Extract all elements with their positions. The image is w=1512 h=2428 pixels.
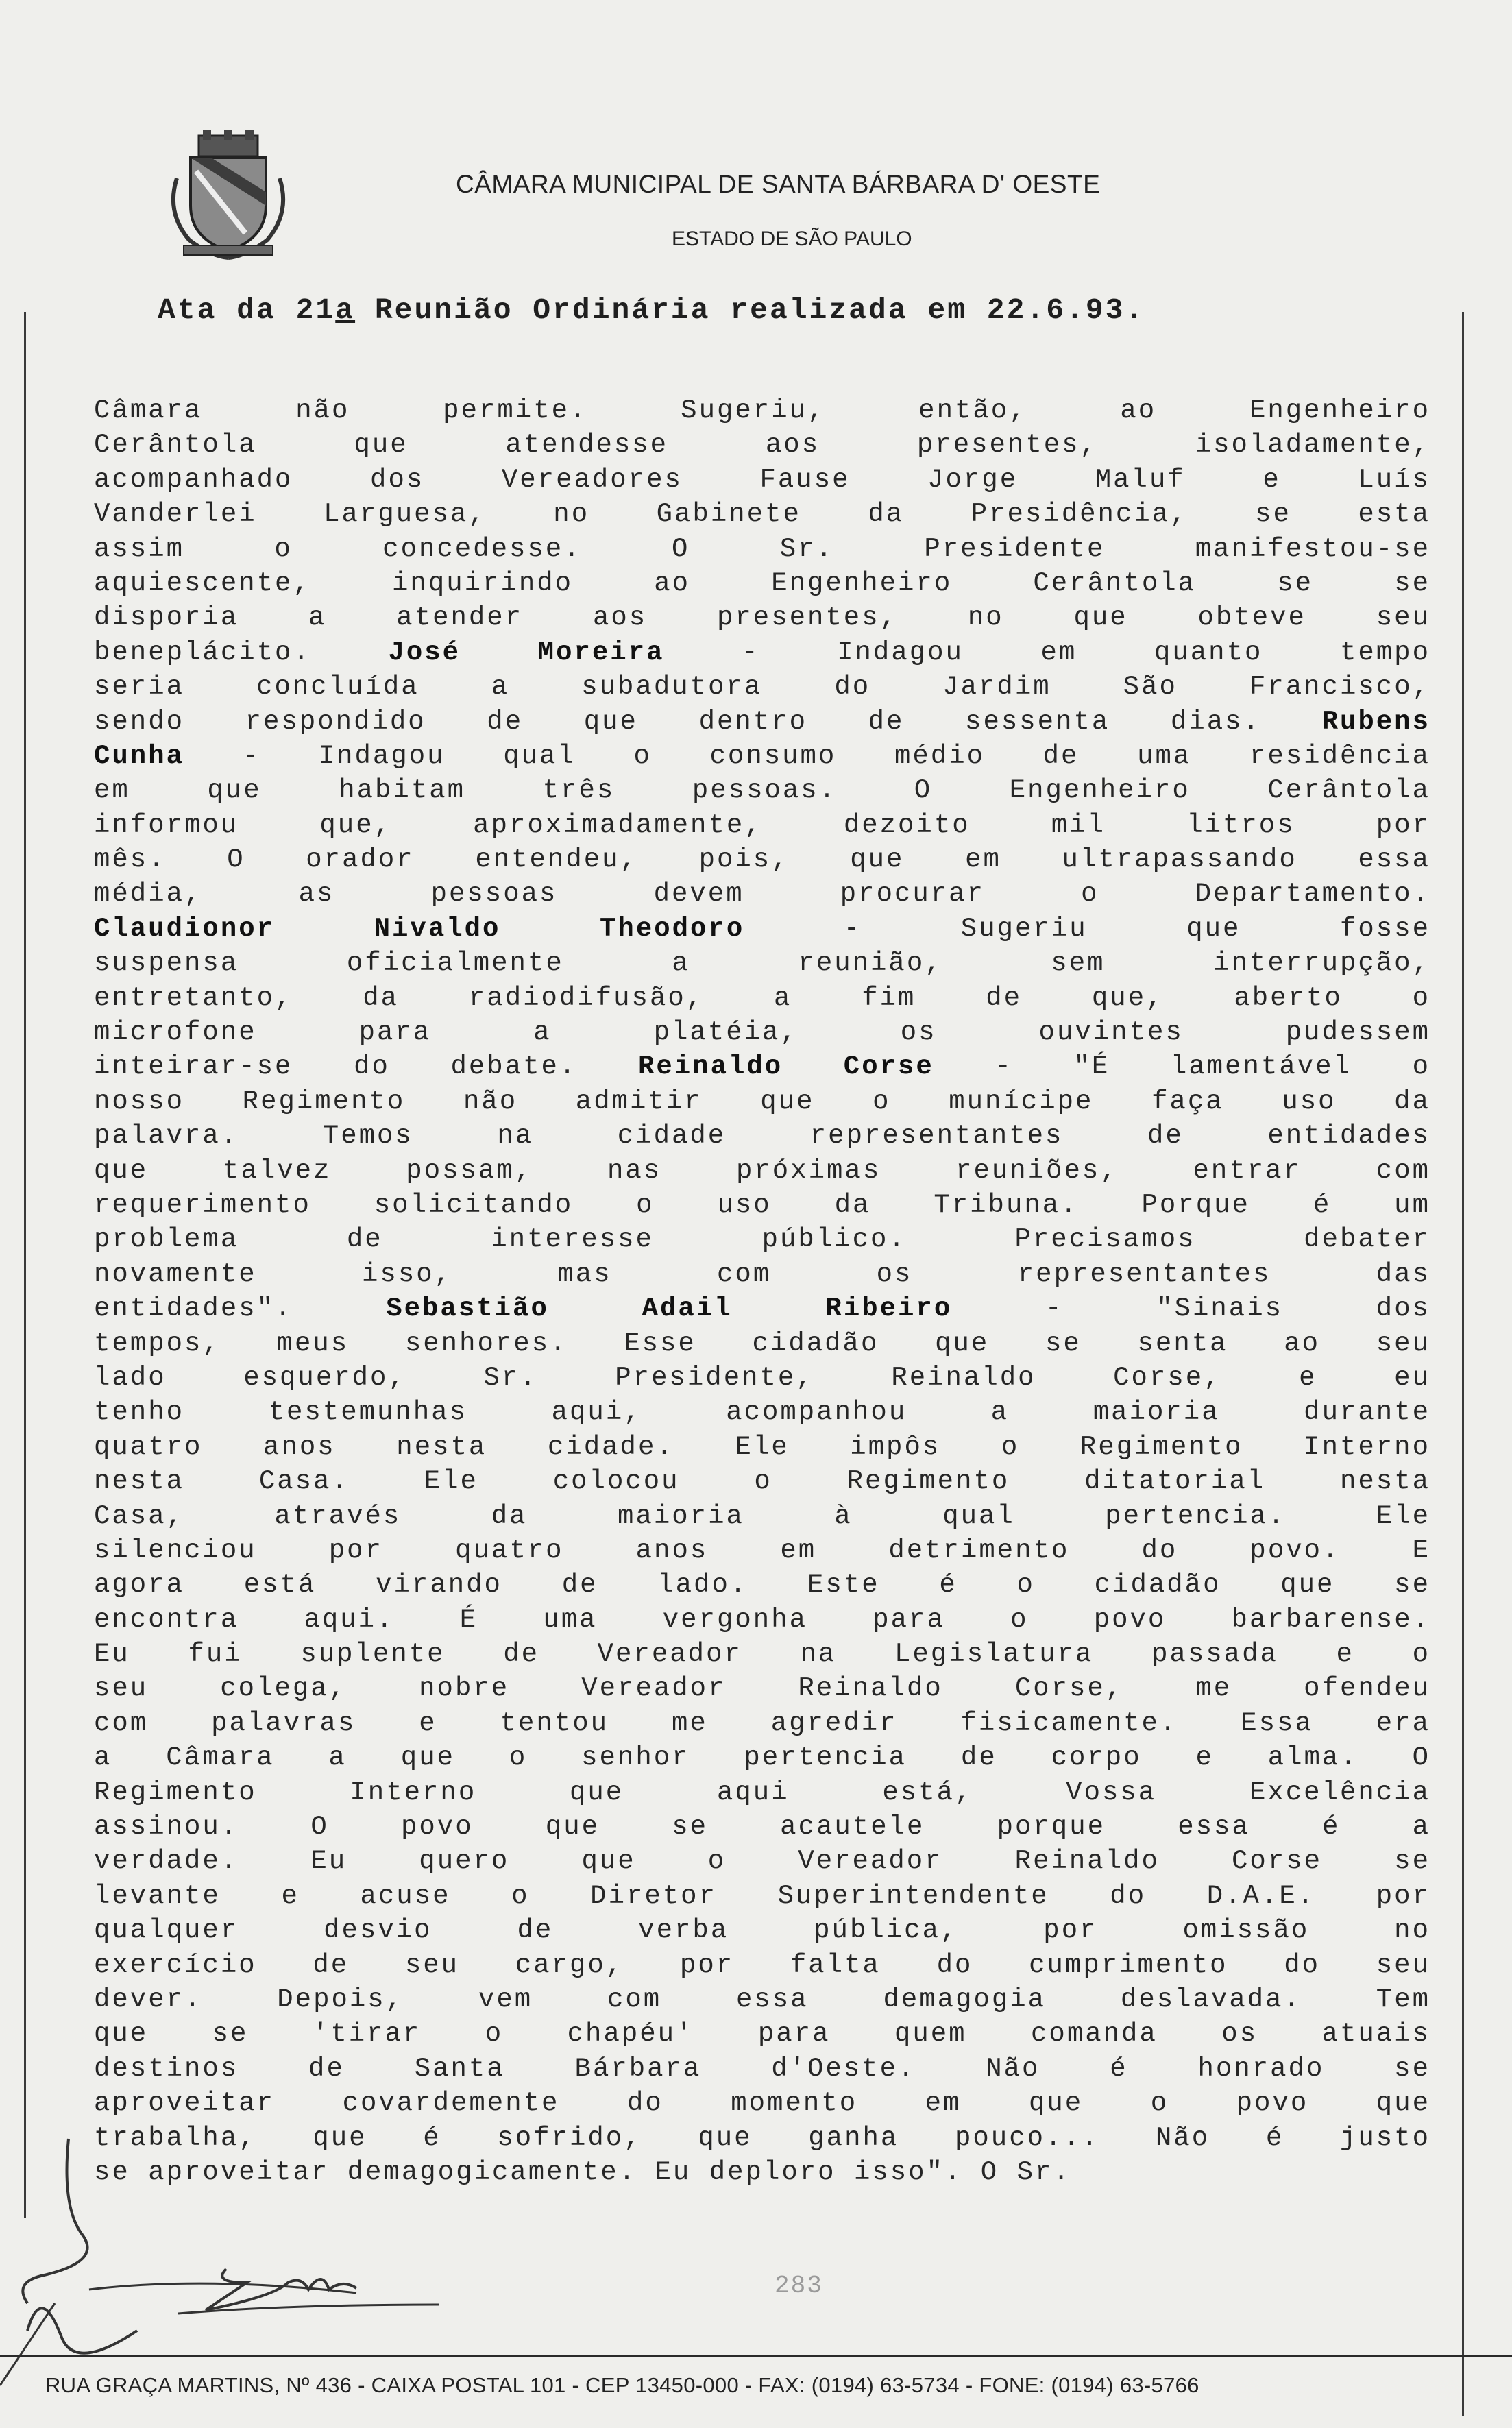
organization-state: ESTADO DE SÃO PAULO (672, 228, 912, 250)
text-segment: se aproveitar demagogicamente. Eu deploro isso". O Sr. (94, 2157, 1071, 2187)
text-line (94, 705, 1430, 739)
text-line (94, 946, 1430, 980)
footer-address: RUA GRAÇA MARTINS, Nº 436 - CAIXA POSTAL 101 - CEP 13450-000 - FAX: (0194) 63-5734 - FONE: (0194) 63-5766 (45, 2373, 1199, 2397)
text-line (94, 393, 1430, 428)
minutes-body (94, 393, 1430, 2189)
text-line (94, 2052, 1430, 2086)
text-line (94, 1603, 1430, 1637)
text-segment: beneplácito. (94, 637, 389, 668)
text-line (94, 2086, 1430, 2120)
text-segment: exercício de seu cargo, por falta do cumprimento do seu (94, 1950, 1430, 1980)
text-line (94, 1222, 1430, 1257)
text-segment: inteirar-se do debate. (94, 1052, 638, 1082)
text-segment: que se 'tirar o chapéu' para quem comanda os atuais (94, 2019, 1430, 2050)
text-segment: dever. Depois, vem com essa demagogia deslavada. Tem (94, 1984, 1430, 2015)
text-segment: - "Sinais dos (952, 1294, 1430, 1324)
text-line (94, 428, 1430, 462)
text-segment: disporia a atender aos presentes, no que obteve seu (94, 603, 1430, 633)
organization-name: CÂMARA MUNICIPAL DE SANTA BÁRBARA D' OESTE (456, 170, 1101, 198)
text-segment: entidades". (94, 1294, 387, 1324)
text-segment: levante e acuse o Diretor Superintendente do D.A.E. por (94, 1880, 1430, 1911)
text-line (94, 1326, 1430, 1361)
title-prefix: Ata da 21 (158, 293, 336, 327)
text-line (94, 1291, 1430, 1326)
text-segment: Regimento Interno que aqui está, Vossa Excelência (94, 1777, 1430, 1808)
text-line (94, 912, 1430, 946)
speaker-name: Rubens (1321, 706, 1430, 737)
text-line (94, 1775, 1430, 1810)
text-line (94, 1154, 1430, 1188)
text-segment: destinos de Santa Bárbara d'Oeste. Não é honrado se (94, 2053, 1430, 2084)
text-segment: palavra. Temos na cidade representantes de entidades (94, 1121, 1430, 1152)
text-line (94, 1395, 1430, 1429)
text-segment: - "É lamentável o (934, 1052, 1430, 1082)
right-margin-rule (1462, 312, 1464, 2416)
text-segment: trabalha, que é sofrido, que ganha pouco... Não é justo (94, 2122, 1430, 2153)
text-line (94, 1844, 1430, 1878)
text-segment: qualquer desvio de verba pública, por omissão no (94, 1915, 1430, 1946)
speaker-name: Sebastião Adail Ribeiro (386, 1294, 953, 1324)
text-segment: em que habitam três pessoas. O Engenheiro Cerântola (94, 775, 1430, 806)
text-segment: suspensa oficialmente a reunião, sem interrupção, (94, 948, 1430, 979)
text-line (94, 1049, 1430, 1084)
text-segment: Cerântola que atendesse aos presentes, isoladamente, (94, 430, 1430, 461)
text-line (94, 1913, 1430, 1947)
text-segment: tempos, meus senhores. Esse cidadão que se senta ao seu (94, 1328, 1430, 1359)
text-line (94, 497, 1430, 531)
text-line (94, 1499, 1430, 1533)
text-line (94, 808, 1430, 842)
text-line (94, 2017, 1430, 2051)
text-line (94, 842, 1430, 877)
footer-rule (0, 2355, 1512, 2357)
text-segment: assim o concedesse. O Sr. Presidente manifestou-se (94, 533, 1430, 564)
text-segment: média, as pessoas devem procurar o Departamento. (94, 879, 1430, 910)
text-segment: requerimento solicitando o uso da Tribuna. Porque é um (94, 1189, 1430, 1220)
text-segment: agora está virando de lado. Este é o cidadão que se (94, 1570, 1430, 1601)
text-line (94, 1084, 1430, 1119)
text-segment: nesta Casa. Ele colocou o Regimento ditatorial nesta (94, 1466, 1430, 1497)
text-segment: lado esquerdo, Sr. Presidente, Reinaldo Corse, e eu (94, 1362, 1430, 1393)
text-segment: aproveitar covardemente do momento em que o povo que (94, 2088, 1430, 2119)
text-line (94, 1879, 1430, 1913)
handwritten-signature (0, 2125, 548, 2413)
title-ordinal: a (335, 293, 356, 327)
text-segment: - Indagou qual o consumo médio de uma residência (184, 740, 1430, 771)
text-segment: Casa, através da maioria à qual pertencia. Ele (94, 1501, 1430, 1531)
text-segment: informou que, aproximadamente, dezoito mil litros por (94, 810, 1430, 840)
text-segment: seria concluída a subadutora do Jardim São Francisco, (94, 672, 1430, 703)
text-segment: quatro anos nesta cidade. Ele impôs o Regimento Interno (94, 1431, 1430, 1462)
text-line (94, 1568, 1430, 1602)
speaker-name: Claudionor Nivaldo Theodoro (94, 913, 745, 944)
left-margin-rule (24, 312, 26, 2218)
text-segment: Eu fui suplente de Vereador na Legislatura passada e o (94, 1639, 1430, 1670)
text-line (94, 532, 1430, 566)
text-line (94, 1706, 1430, 1740)
text-line (94, 1810, 1430, 1844)
text-segment: com palavras e tentou me agredir fisicamente. Essa era (94, 1708, 1430, 1738)
text-segment: Câmara não permite. Sugeriu, então, ao Engenheiro (94, 396, 1430, 426)
text-segment: problema de interesse público. Precisamos debater (94, 1224, 1430, 1255)
text-line (94, 1464, 1430, 1498)
text-segment: mês. O orador entendeu, pois, que em ultrapassando essa (94, 845, 1430, 875)
title-suffix: Reunião Ordinária realizada em 22.6.93. (355, 293, 1145, 327)
text-segment: verdade. Eu quero que o Vereador Reinaldo Corse se (94, 1846, 1430, 1877)
text-line (94, 1948, 1430, 1982)
text-line (94, 1982, 1430, 2017)
text-line (94, 566, 1430, 600)
text-line (94, 635, 1430, 670)
text-segment: a Câmara a que o senhor pertencia de corpo e alma. O (94, 1743, 1430, 1773)
text-line (94, 773, 1430, 808)
text-segment: silenciou por quatro anos em detrimento do povo. E (94, 1535, 1430, 1566)
text-line (94, 1119, 1430, 1153)
text-line (94, 1533, 1430, 1568)
text-segment: nosso Regimento não admitir que o munícipe faça uso da (94, 1086, 1430, 1117)
text-line (94, 463, 1430, 497)
text-segment: acompanhado dos Vereadores Fause Jorge Maluf e Luís (94, 464, 1430, 495)
text-line (94, 877, 1430, 911)
text-segment: microfone para a platéia, os ouvintes pudessem (94, 1017, 1430, 1048)
text-segment: encontra aqui. É uma vergonha para o povo barbarense. (94, 1604, 1430, 1635)
text-line (94, 600, 1430, 635)
text-line (94, 1671, 1430, 1705)
text-line (94, 670, 1430, 704)
page-number: 283 (775, 2272, 823, 2300)
text-segment: que talvez possam, nas próximas reuniões, entrar com (94, 1155, 1430, 1186)
text-segment: entretanto, da radiodifusão, a fim de que, aberto o (94, 982, 1430, 1013)
text-segment: novamente isso, mas com os representantes das (94, 1259, 1430, 1289)
text-line (94, 1740, 1430, 1775)
speaker-name: José Moreira (388, 637, 665, 668)
text-line (94, 1188, 1430, 1222)
text-segment: assinou. O povo que se acautele porque essa é a (94, 1812, 1430, 1843)
speaker-name: Reinaldo Corse (637, 1052, 934, 1082)
text-segment: - Indagou em quanto tempo (664, 637, 1430, 668)
text-line (94, 1430, 1430, 1464)
text-line (94, 1257, 1430, 1291)
text-line (94, 1361, 1430, 1395)
coat-of-arms-icon (163, 130, 293, 260)
minutes-title (158, 293, 1391, 327)
text-segment: sendo respondido de que dentro de sessenta dias. (94, 706, 1322, 737)
text-segment: seu colega, nobre Vereador Reinaldo Corse, me ofendeu (94, 1673, 1430, 1704)
text-segment: aquiescente, inquirindo ao Engenheiro Cerântola se se (94, 568, 1430, 598)
speaker-name: Cunha (94, 740, 185, 771)
text-line (94, 1637, 1430, 1671)
text-line (94, 1015, 1430, 1049)
text-line (94, 981, 1430, 1015)
text-segment: Vanderlei Larguesa, no Gabinete da Presidência, se esta (94, 499, 1430, 530)
text-segment: - Sugeriu que fosse (744, 913, 1431, 944)
text-line (94, 739, 1430, 773)
text-segment: tenho testemunhas aqui, acompanhou a maioria durante (94, 1397, 1430, 1428)
